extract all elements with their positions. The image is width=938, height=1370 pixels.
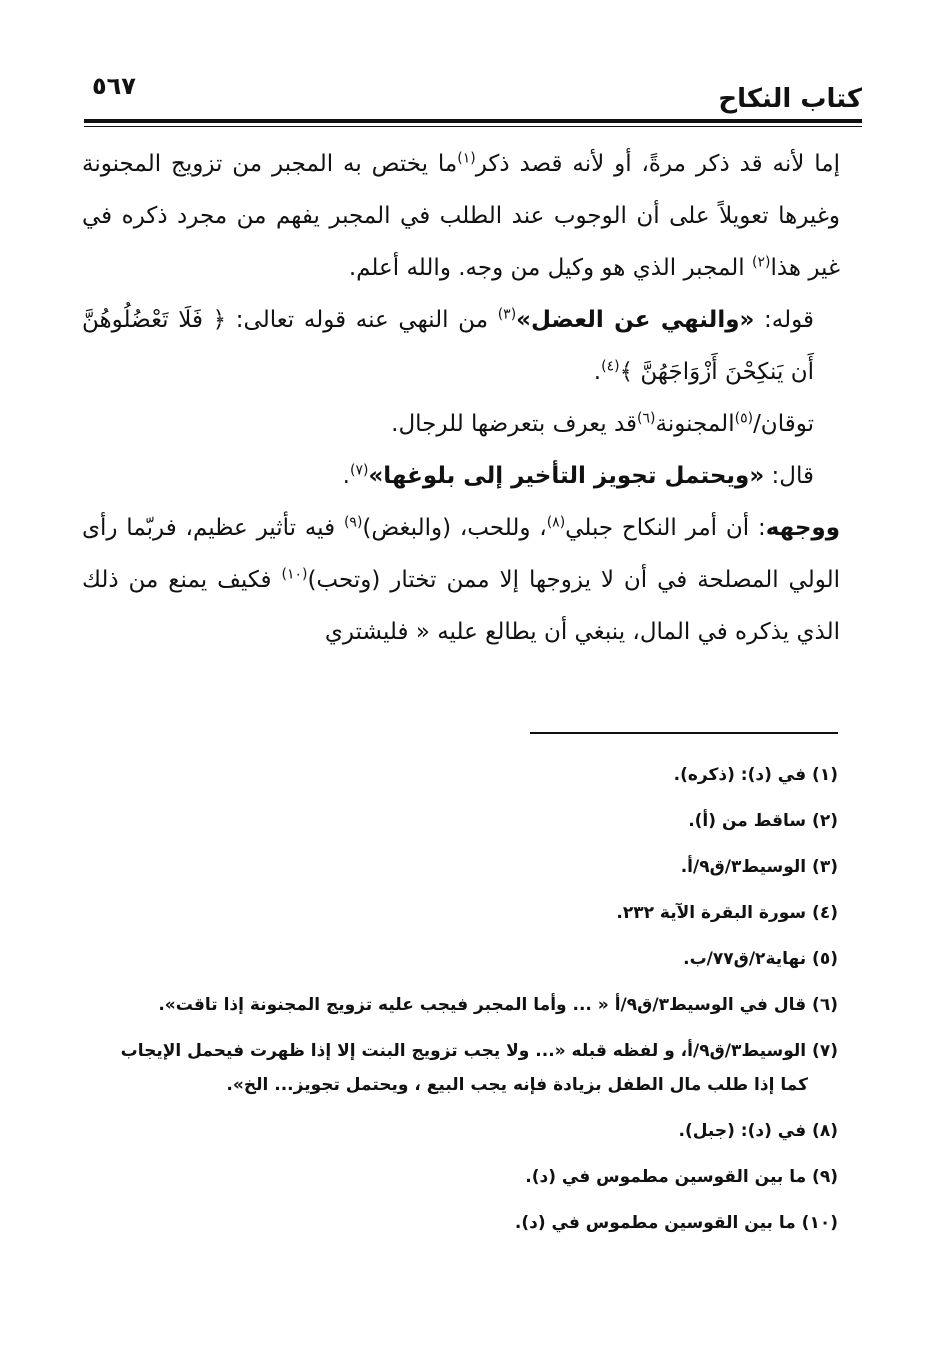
- footnote-number: (٥): [812, 949, 838, 969]
- footnote-number: (١٠): [801, 1213, 838, 1233]
- paragraph-5-text-4: فكيف يمنع من ذلك الذي يذكره في المال، ينبغي أن يطالع عليه « فليشتري: [82, 567, 840, 645]
- footnote-number: (٤): [812, 903, 838, 923]
- footnote-ref-8: (٨): [546, 514, 566, 531]
- footnote-ref-1: (١): [457, 150, 476, 167]
- footnote-3: [70, 844, 838, 890]
- footnote-9: [70, 1154, 838, 1200]
- footnote-ref-3: (٣): [497, 306, 517, 323]
- footnote-number: (٦): [812, 995, 838, 1015]
- footnote-number: (٢): [812, 811, 838, 831]
- footnote-ref-6: (٦): [637, 410, 656, 427]
- paragraph-3-text-1: توقان/: [753, 411, 814, 437]
- paragraph-1: [82, 138, 840, 294]
- footnote-4: [70, 890, 838, 936]
- footnote-number: (١): [812, 765, 838, 785]
- footnote-1: [70, 752, 838, 798]
- main-text: [82, 138, 840, 658]
- footnote-ref-9: (٩): [343, 514, 363, 531]
- paragraph-2-quote: «والنهي عن العضل»: [516, 307, 755, 333]
- footnote-number: (٩): [812, 1167, 838, 1187]
- paragraph-2: [82, 294, 840, 398]
- header-rule-thin: [84, 126, 862, 127]
- footnote-text: الوسيط٣/ق٩/أ، و لفظه قبله «... ولا يجب تزويج البنت إلا إذا ظهرت فيحمل الإيجاب: [120, 1041, 807, 1061]
- footnote-ref-7: (٧): [349, 462, 369, 479]
- footnote-7: [70, 1028, 838, 1108]
- footnotes-section: [70, 752, 838, 1246]
- paragraph-5-text-1: : أن أمر النكاح جبلي: [565, 515, 766, 541]
- paragraph-3-text-3: قد يعرف بتعرضها للرجال.: [391, 411, 638, 437]
- header-rule-thick: [84, 119, 862, 123]
- footnote-6: [70, 982, 838, 1028]
- paragraph-5-text-2: ، وللحب، (والبغض): [362, 515, 547, 541]
- paragraph-1-text-1: إما لأنه قد ذكر مرةً، أو لأنه قصد ذكر: [475, 151, 840, 177]
- paragraph-2-text-1: من النهي عنه قوله تعالى: ﴿ فَلَا تَعْضُلُوهُنَّ أَن يَنكِحْنَ أَزْوَاجَهُنَّ ﴾: [82, 307, 814, 385]
- footnote-5: [70, 936, 838, 982]
- paragraph-5-text-3: فيه تأثير عظيم، فربّما رأى الولي المصلحة في أن لا يزوجها إلا ممن تختار (وتحب): [82, 515, 841, 593]
- paragraph-1-text-3: المجبر الذي هو وكيل من وجه. والله أعلم.: [348, 255, 752, 281]
- footnote-text: سورة البقرة الآية ٢٣٢.: [616, 903, 807, 923]
- footnote-number: (٧): [812, 1041, 838, 1061]
- footnote-text: في (د): (ذكره).: [673, 765, 807, 785]
- book-title: كتاب النكاح: [718, 84, 862, 114]
- paragraph-3-text-2: المجنونة: [655, 411, 735, 437]
- footnote-ref-5: (٥): [734, 410, 754, 427]
- paragraph-1-text-2: ما يختص به المجبر من تزويج المجنونة وغيرها تعويلاً على أن الوجوب عند الطلب في المجبر يفهم من مجرد ذكره في غير هذا: [82, 151, 840, 281]
- footnote-text: قال في الوسيط٣/ق٩/أ « ... وأما المجبر فيجب عليه تزويج المجنونة إذا تاقت».: [158, 995, 807, 1015]
- paragraph-2-text-2: .: [593, 359, 602, 385]
- footnote-2: [70, 798, 838, 844]
- footnote-text: ما بين القوسين مطموس في (د).: [514, 1213, 796, 1233]
- footnote-text: ما بين القوسين مطموس في (د).: [525, 1167, 807, 1187]
- footnote-text: في (د): (جبل).: [678, 1121, 807, 1141]
- page-header: [84, 72, 862, 112]
- paragraph-4-text-1: .: [342, 463, 350, 489]
- footnote-number: (٣): [812, 857, 838, 877]
- paragraph-5: [82, 502, 840, 658]
- footnote-text: ساقط من (أ).: [688, 811, 807, 831]
- footnote-number: (٨): [812, 1121, 838, 1141]
- footnote-ref-2: (٢): [751, 254, 771, 271]
- page-number: ٥٦٧: [92, 72, 136, 100]
- footnote-separator: [530, 732, 838, 734]
- footnote-text-continued: كما إذا طلب مال الطفل بزيادة فإنه يجب البيع ، ويحتمل تجويز... الخ».: [226, 1075, 808, 1095]
- paragraph-3: [82, 398, 840, 450]
- paragraph-2-lead: قوله:: [754, 307, 814, 333]
- footnote-text: الوسيط٣/ق٩/أ.: [680, 857, 807, 877]
- paragraph-4: [82, 450, 840, 502]
- paragraph-4-quote: «ويحتمل تجويز التأخير إلى بلوغها»: [368, 463, 765, 489]
- paragraph-5-lead: ووجهه: [765, 515, 841, 541]
- paragraph-4-lead: قال:: [764, 463, 814, 489]
- footnote-text: نهاية٢/ق٧٧/ب.: [683, 949, 807, 969]
- footnote-ref-10: (١٠): [281, 566, 308, 583]
- footnote-8: [70, 1108, 838, 1154]
- footnote-ref-4: (٤): [601, 358, 620, 375]
- footnote-10: [70, 1200, 838, 1246]
